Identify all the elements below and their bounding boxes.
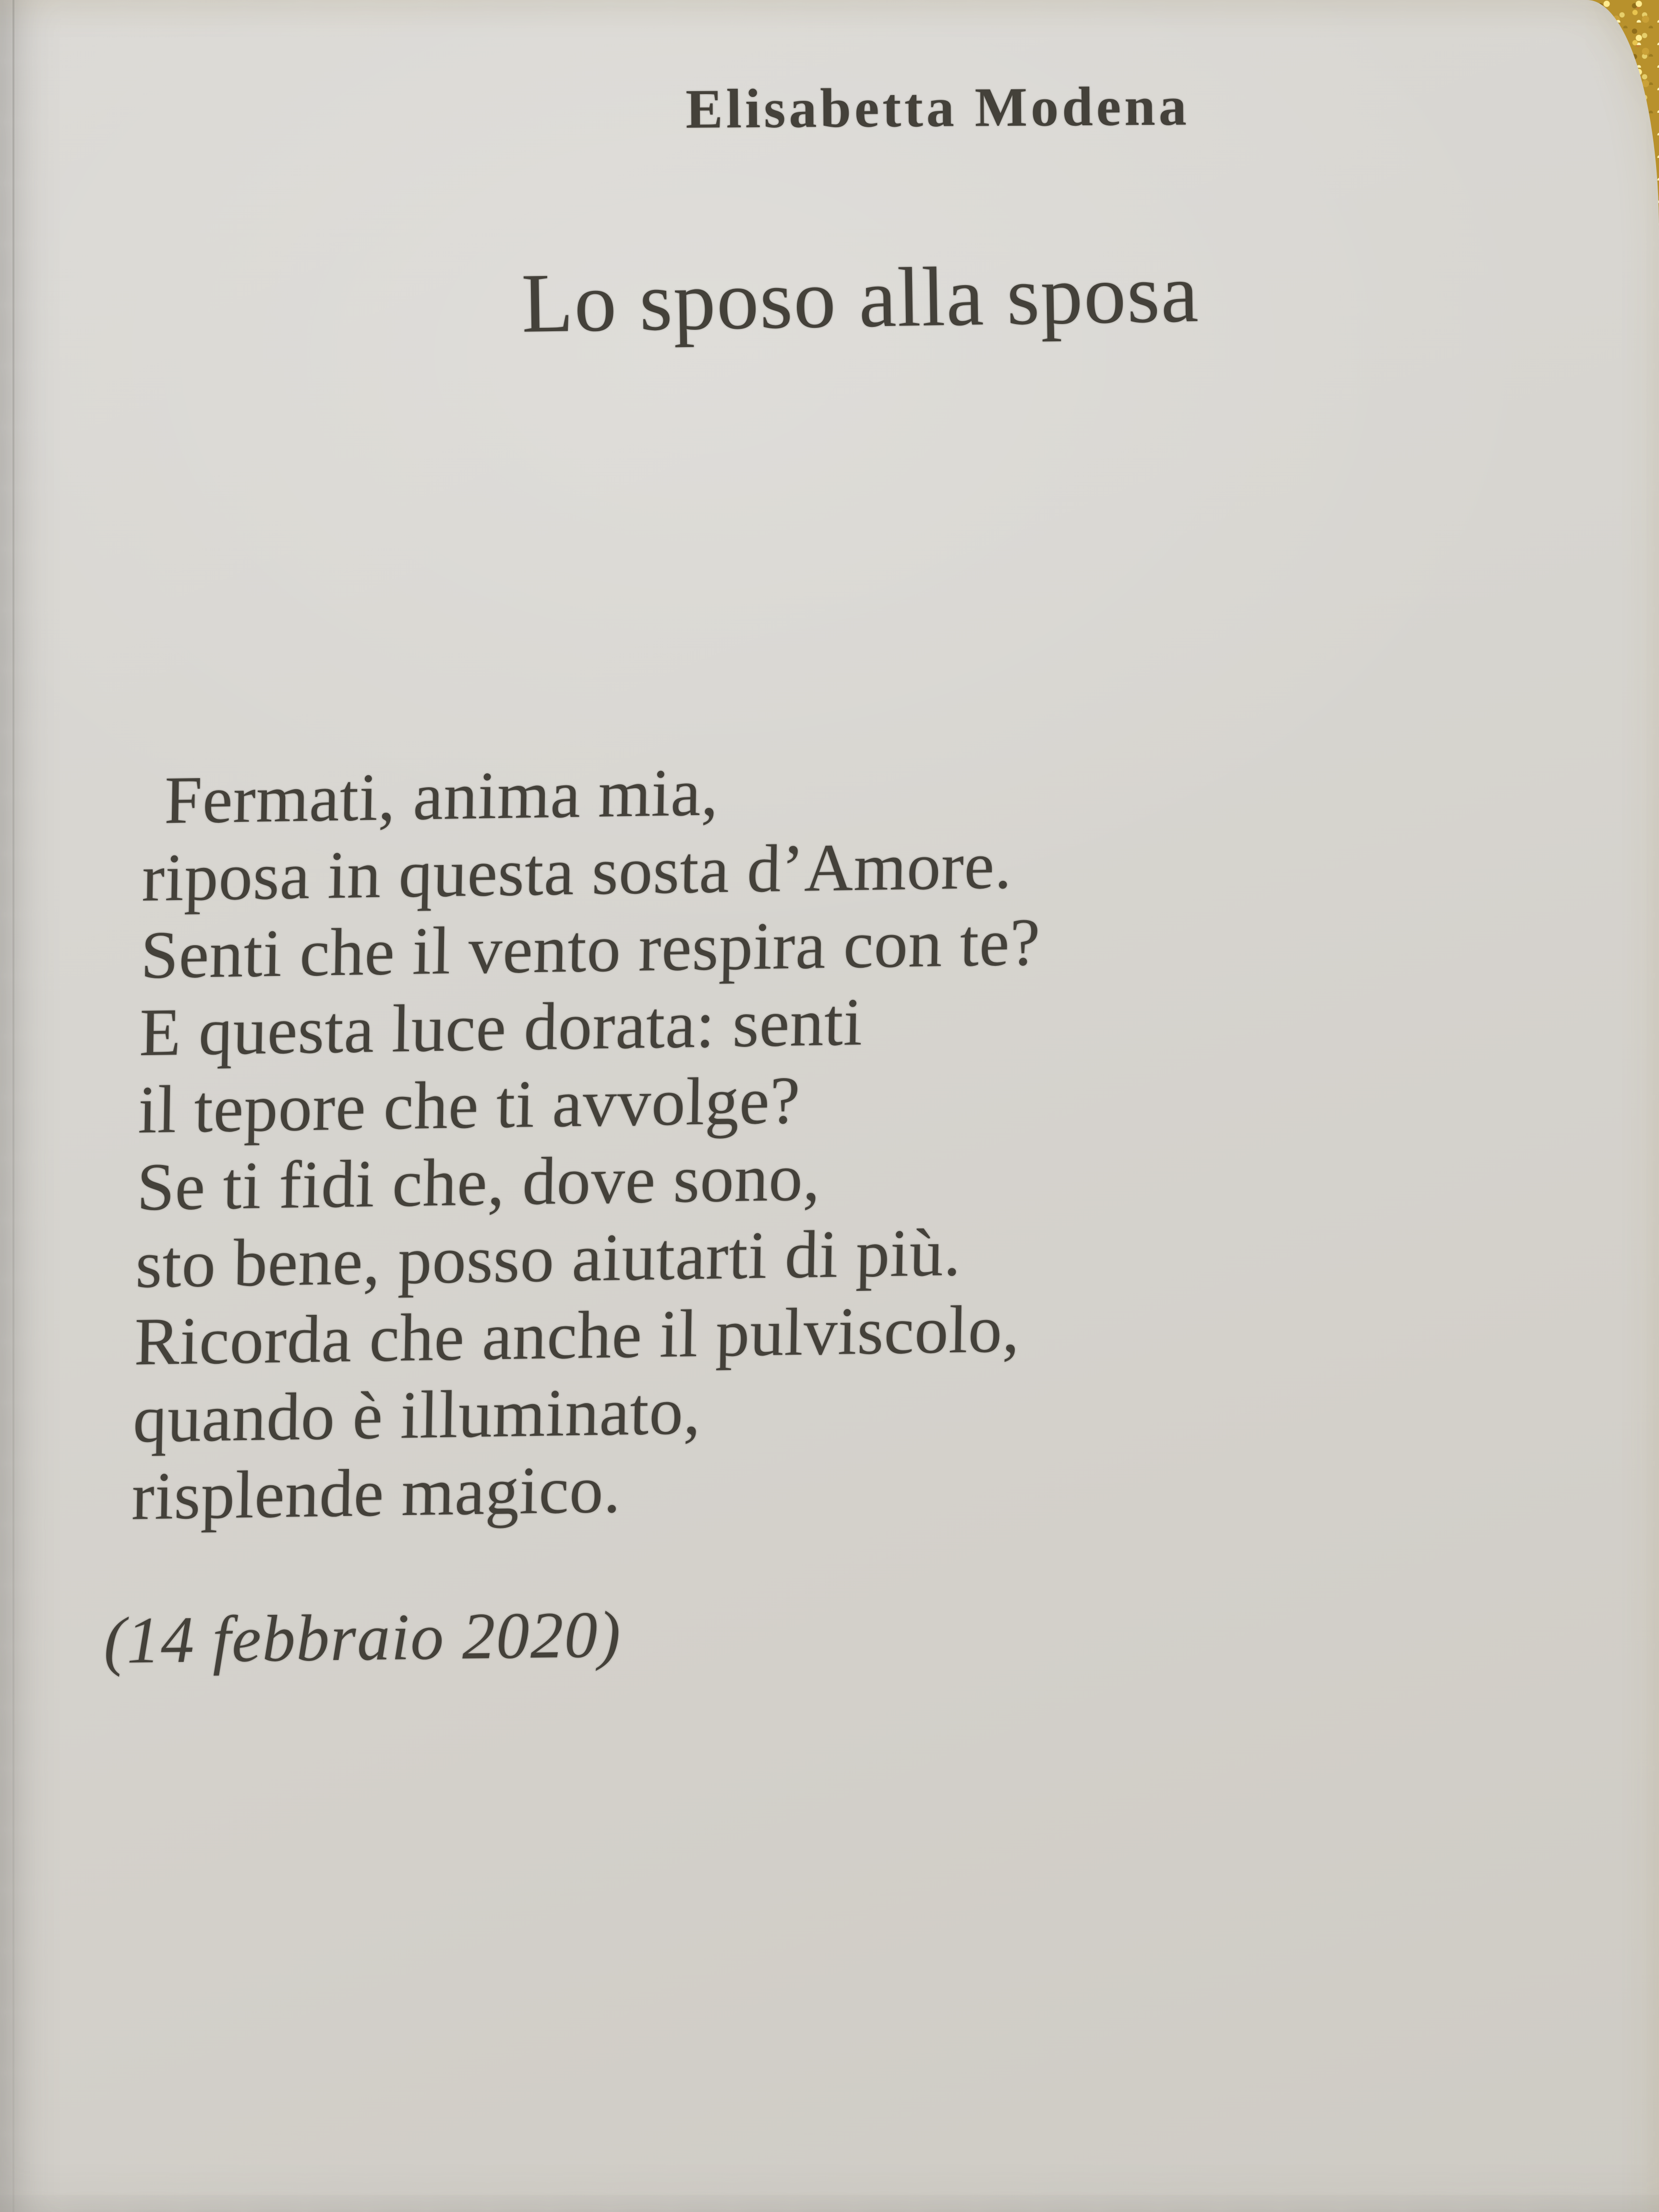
author-header: Elisabetta Modena: [685, 75, 1190, 140]
poem-line: quando è illuminato,: [132, 1373, 702, 1457]
poem-line: Ricorda che anche il pulviscolo,: [133, 1291, 1021, 1380]
poem-line: riposa in questa sosta d’Amore.: [141, 828, 1013, 916]
poem-body: [131, 749, 1044, 1535]
poem-line: E questa luce dorata: senti: [139, 984, 864, 1070]
poem-line: Se ti fidi che, dove sono,: [136, 1140, 821, 1225]
poem-date: (14 febbraio 2020): [103, 1597, 622, 1677]
poem-line: Senti che il vento respira con te?: [140, 904, 1041, 993]
poem-line: il tepore che ti avvolge?: [137, 1062, 801, 1148]
poem-title: Lo sposo alla sposa: [521, 246, 1200, 350]
poem-line: sto bene, posso aiutarti di più.: [135, 1214, 962, 1302]
poem-line: risplende magico.: [131, 1452, 622, 1534]
poem-line: Fermati, anima mia,: [164, 755, 720, 838]
